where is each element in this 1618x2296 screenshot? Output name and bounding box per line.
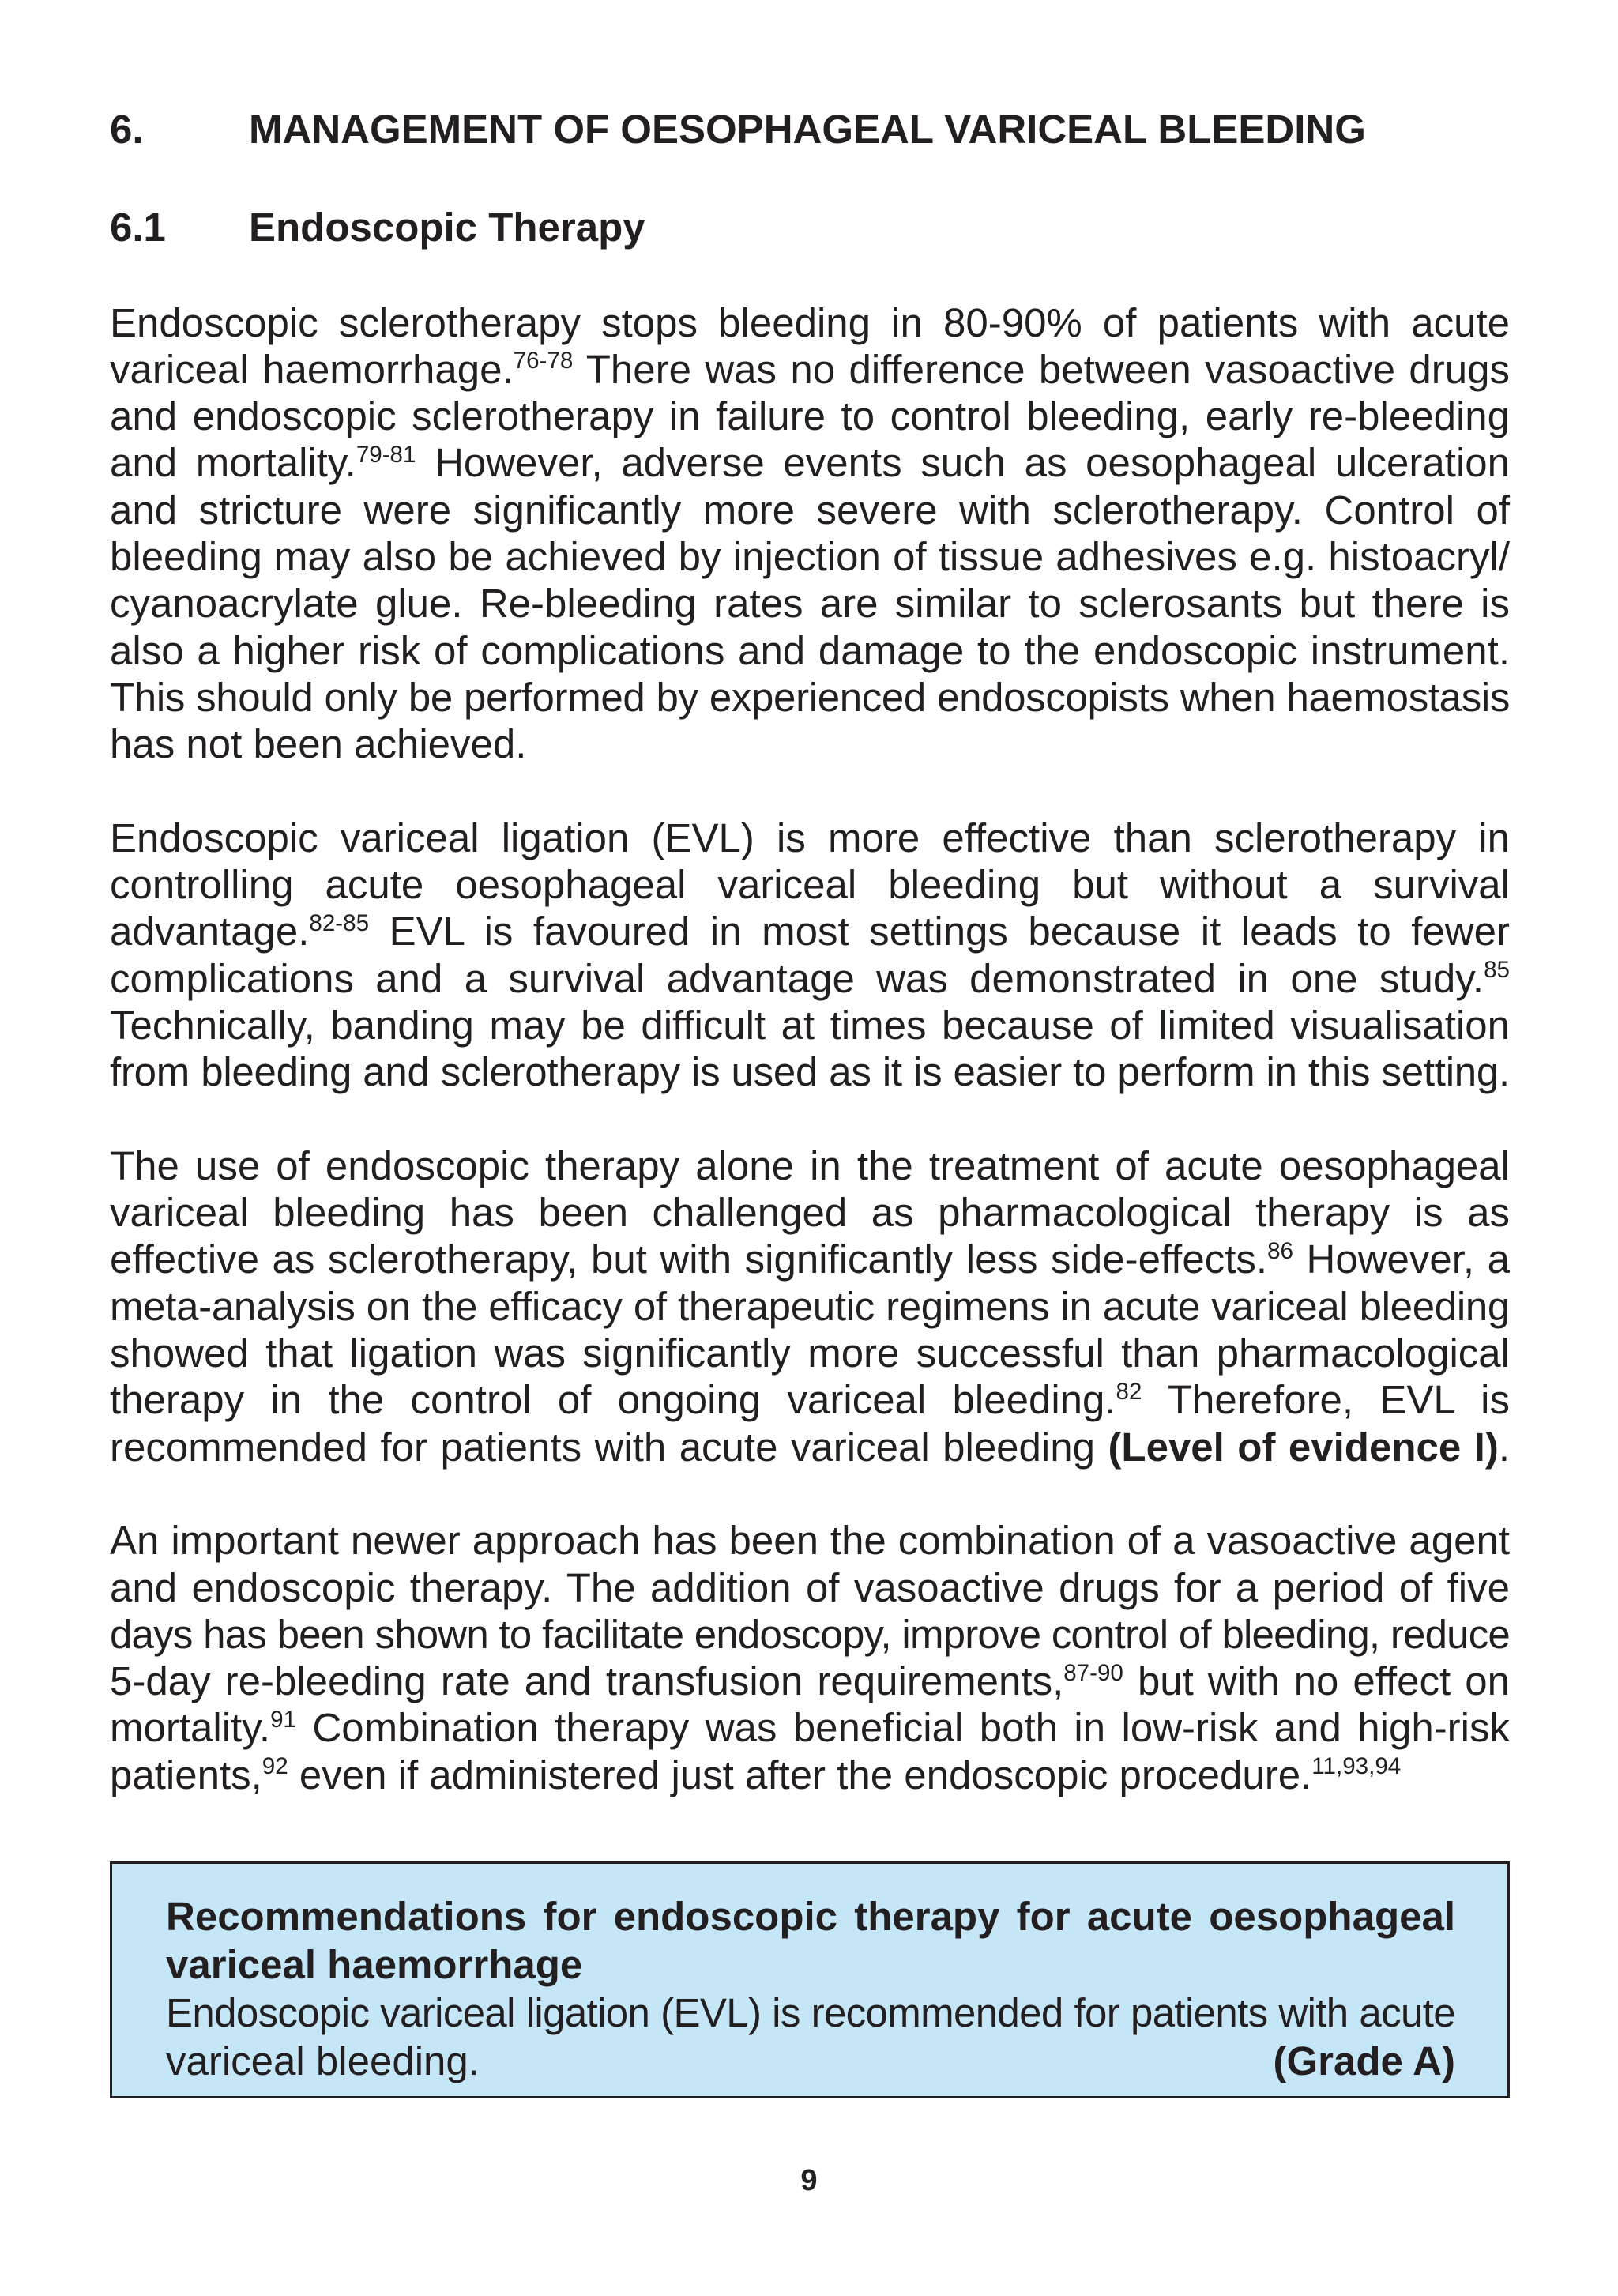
citation-superscript: 79-81: [356, 442, 416, 469]
recommendation-title-line: variceal haemorrhage: [166, 1942, 583, 1987]
text-run: An important newer approach has been the combination of a vasoactive agent: [110, 1518, 1510, 1564]
paragraph-line: [110, 1142, 1510, 1189]
text-run: days has been shown to facilitate endoscopy, improve control of bleeding, reduce: [110, 1611, 1510, 1657]
text-run: variceal bleeding has been challenged as pharmacological therapy is as: [110, 1190, 1510, 1236]
paragraph-line: [110, 627, 1510, 674]
emphasis-text: (Level of evidence I): [1108, 1424, 1499, 1470]
text-run: .: [1498, 1424, 1510, 1470]
paragraph-line: [110, 1283, 1510, 1330]
recommendation-text-line: Endoscopic variceal ligation (EVL) is recommended for patients with acute: [166, 1990, 1455, 2035]
text-run: However, adverse events such as oesophageal ulceration: [416, 440, 1511, 486]
subsection-number: 6.1: [110, 205, 166, 250]
text-run: Endoscopic sclerotherapy stops bleeding in 80-90% of patients with acute: [110, 299, 1510, 345]
text-run: and endoscopic therapy. The addition of vasoactive drugs for a period of five: [110, 1564, 1510, 1610]
paragraph-line: [110, 1424, 1510, 1470]
text-run: has not been achieved.: [110, 721, 527, 767]
paragraph-line: [110, 1002, 1510, 1048]
recommendation-text-line: variceal bleeding.: [166, 2038, 480, 2083]
paragraph-line: [110, 1564, 1510, 1611]
text-run: showed that ligation was significantly more successful than pharmacological: [110, 1331, 1510, 1376]
text-run: meta-analysis on the efficacy of therapeutic regimens in acute variceal bleeding: [110, 1283, 1510, 1329]
subsection-title: Endoscopic Therapy: [249, 205, 645, 250]
paragraph-line: [110, 1330, 1510, 1376]
text-run: Technically, banding may be difficult at times because of limited visualisation: [110, 1002, 1510, 1048]
paragraph-line: [110, 1048, 1510, 1095]
article-body: [110, 299, 1510, 1799]
paragraph-line: [110, 1752, 1510, 1798]
page-number: 9: [800, 2164, 818, 2197]
section-number: 6.: [110, 106, 144, 152]
text-run: bleeding may also be achieved by injection of tissue adhesives e.g. histoacryl/: [110, 533, 1510, 579]
citation-superscript: 82: [1116, 1379, 1142, 1405]
text-run: but with no effect on: [1123, 1658, 1510, 1704]
text-run: The use of endoscopic therapy alone in the treatment of acute oesophageal: [110, 1142, 1510, 1188]
recommendation-grade: (Grade A): [1273, 2038, 1455, 2083]
paragraph-line: [110, 1376, 1510, 1423]
citation-superscript: 85: [1484, 957, 1510, 984]
text-run: even if administered just after the endoscopic procedure.: [288, 1752, 1312, 1797]
section-heading: [110, 106, 1366, 152]
citation-superscript: 87-90: [1063, 1659, 1123, 1686]
text-run: variceal haemorrhage.: [110, 346, 514, 392]
text-run: Therefore, EVL is: [1142, 1377, 1510, 1423]
citation-superscript: 76-78: [513, 348, 574, 375]
citation-superscript: 82-85: [309, 910, 370, 937]
text-run: controlling acute oesophageal variceal bleeding but without a survival: [110, 862, 1510, 908]
text-run: complications and a survival advantage was demonstrated in one study.: [110, 955, 1484, 1001]
paragraph-line: [110, 955, 1510, 1002]
paragraph-line: [110, 674, 1510, 721]
citation-superscript: 86: [1267, 1238, 1293, 1265]
text-run: Combination therapy was beneficial both in low-risk and high-risk: [296, 1705, 1510, 1751]
paragraph-line: [110, 861, 1510, 908]
citation-superscript: 91: [270, 1707, 296, 1733]
paragraph-line: [110, 721, 1510, 767]
text-run: patients,: [110, 1752, 262, 1797]
text-run: from bleeding and sclerotherapy is used as it is easier to perform in this setting.: [110, 1049, 1510, 1095]
text-run: and stricture were significantly more severe with sclerotherapy. Control of: [110, 487, 1510, 533]
paragraph-line: [110, 908, 1510, 954]
text-run: also a higher risk of complications and damage to the endoscopic instrument.: [110, 627, 1510, 673]
text-run: There was no difference between vasoactive drugs: [573, 346, 1510, 392]
text-run: cyanoacrylate glue. Re-bleeding rates are similar to sclerosants but there is: [110, 581, 1510, 627]
paragraph: [110, 815, 1510, 1096]
text-run: recommended for patients with acute variceal bleeding: [110, 1424, 1108, 1470]
text-run: and endoscopic sclerotherapy in failure to control bleeding, early re-bleeding: [110, 393, 1510, 439]
text-run: and mortality.: [110, 440, 356, 486]
paragraph-line: [110, 1236, 1510, 1282]
citation-superscript: 92: [262, 1753, 288, 1780]
text-run: Endoscopic variceal ligation (EVL) is more effective than sclerotherapy in: [110, 815, 1510, 860]
paragraph-line: [110, 1517, 1510, 1564]
paragraph-line: [110, 487, 1510, 533]
recommendation-last-row: [166, 2037, 1455, 2085]
text-run: advantage.: [110, 909, 310, 954]
text-run: therapy in the control of ongoing variceal bleeding.: [110, 1377, 1116, 1423]
paragraph-line: [110, 580, 1510, 627]
paragraph-line: [110, 1658, 1510, 1704]
paragraph-line: [110, 533, 1510, 580]
text-run: effective as sclerotherapy, but with significantly less side-effects.: [110, 1236, 1268, 1282]
paragraph: [110, 299, 1510, 768]
text-run: However, a: [1293, 1236, 1510, 1282]
paragraph-line: [110, 1189, 1510, 1236]
paragraph-line: [110, 439, 1510, 486]
paragraph-line: [110, 1704, 1510, 1751]
paragraph-line: [110, 393, 1510, 439]
text-run: This should only be performed by experienced endoscopists when haemostasis: [110, 674, 1510, 720]
paragraph: [110, 1142, 1510, 1470]
recommendation-title-line: Recommendations for endoscopic therapy for acute oesophageal: [166, 1894, 1455, 1939]
paragraph-line: [110, 346, 1510, 393]
subsection-heading: [110, 204, 645, 250]
text-run: EVL is favoured in most settings because it leads to fewer: [369, 909, 1510, 954]
citation-superscript: 11,93,94: [1311, 1753, 1402, 1780]
text-run: mortality.: [110, 1705, 271, 1751]
recommendation-box: [110, 1861, 1510, 2098]
paragraph-line: [110, 815, 1510, 861]
paragraph-line: [110, 299, 1510, 346]
paragraph-line: [110, 1611, 1510, 1658]
section-title: MANAGEMENT OF OESOPHAGEAL VARICEAL BLEEDING: [249, 106, 1366, 152]
text-run: 5-day re-bleeding rate and transfusion requirements,: [110, 1658, 1064, 1704]
paragraph: [110, 1517, 1510, 1798]
